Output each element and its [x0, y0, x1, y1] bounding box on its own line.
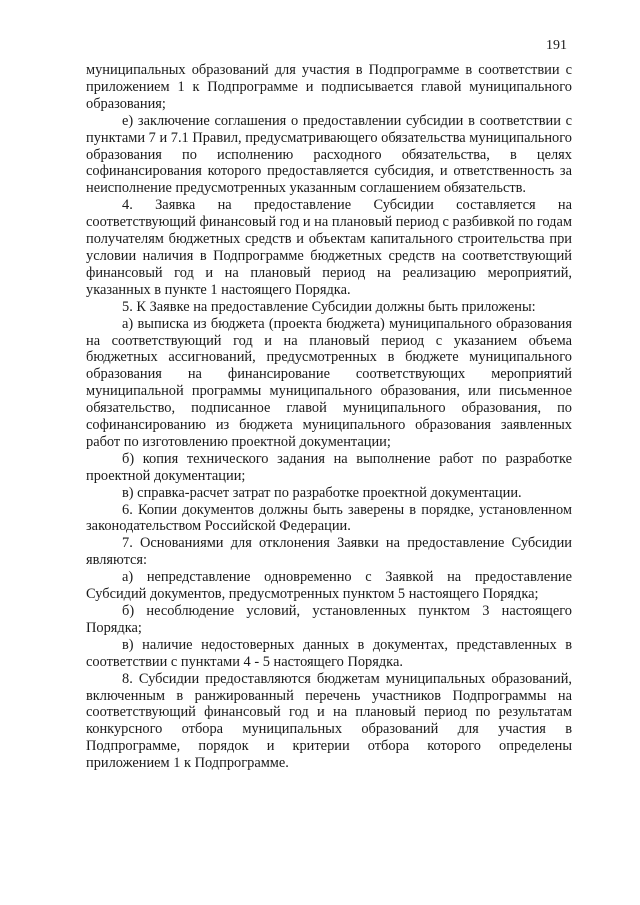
paragraph-5-attachments: 5. К Заявке на предоставление Субсидии должны быть приложены:: [122, 298, 536, 315]
page-number: 191: [546, 38, 567, 53]
paragraph-continuation: муниципальных образований для участия в Подпрограмме в соответствии с приложением 1 к Подпрограмме и подписывается главой муниципального образования;: [86, 62, 572, 112]
paragraph-8-subsidies: 8. Субсидии предоставляются бюджетам муниципальных образований, включенным в ранжированный перечень участников Подпрограммы на соответствующий финансовый год и на плановый период по результатам конкурсного отбора муниципальных образований для участия в Подпрограмме, порядок и критерии отбора которого определены приложением 1 к Подпрограмме.: [86, 670, 572, 772]
paragraph-7c-false-data: в) наличие недостоверных данных в документах, представленных в соответствии с пунктами 4 - 5 настоящего Порядка.: [86, 636, 572, 670]
paragraph-7b-noncompliance: б) несоблюдение условий, установленных пунктом 3 настоящего Порядка;: [86, 603, 572, 636]
paragraph-5b-technical-task: б) копия технического задания на выполнение работ по разработке проектной документации;: [86, 450, 572, 484]
paragraph-e-agreement: е) заключение соглашения о предоставлении субсидии в соответствии с пунктами 7 и 7.1 Правил, предусматривающего обязательства муниципального образования по исполнению расходного обязательства, в целях софинансирования которого предоставляется субсидия, и ответственность за неисполнение предусмотренных указанным соглашением обязательств.: [86, 112, 572, 197]
paragraph-7a-missing-documents: а) непредставление одновременно с Заявкой на предоставление Субсидий документов, предусмотренных пунктом 5 настоящего Порядка;: [86, 569, 572, 603]
paragraph-5c-cost-estimate: в) справка-расчет затрат по разработке проектной документации.: [122, 484, 522, 501]
paragraph-4-application: 4. Заявка на предоставление Субсидии составляется на соответствующий финансовый год и на плановый период с разбивкой по годам получателям бюджетных средств и объектам капитального строительства при условии наличия в Подпрограмме бюджетных средств на соответствующий финансовый год и на плановый период на реализацию мероприятий, указанных в пункте 1 настоящего Порядка.: [86, 197, 572, 298]
paragraph-6-copies: 6. Копии документов должны быть заверены в порядке, установленном законодательством Российской Федерации.: [86, 501, 572, 535]
paragraph-5a-budget-extract: а) выписка из бюджета (проекта бюджета) муниципального образования на соответствующий год и на плановый период с указанием объема бюджетных ассигнований, предусмотренных в бюджете муниципального образования на финансирование соответствующих мероприятий муниципальной программы муниципального образования, или письменное обязательство, подписанное главой муниципального образования, по софинансированию из бюджета муниципального образования заявленных работ по изготовлению проектной документации;: [86, 315, 572, 450]
paragraph-7-rejection-grounds: 7. Основаниями для отклонения Заявки на предоставление Субсидии являются:: [86, 535, 572, 569]
document-body: [86, 62, 572, 772]
